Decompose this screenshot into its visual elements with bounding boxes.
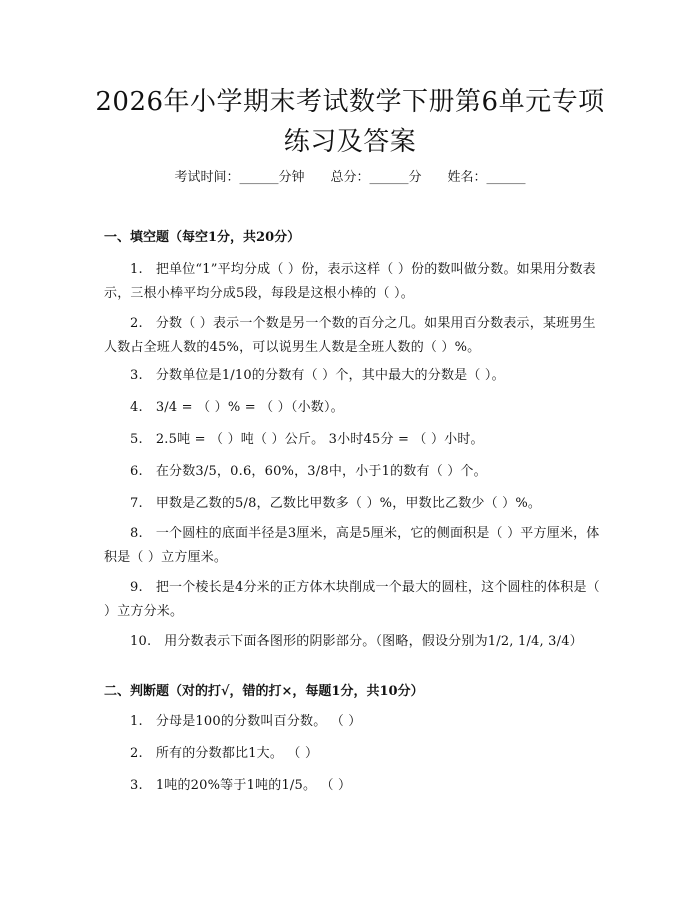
question-item [104, 630, 600, 654]
exam-time: 考试时间：______分钟 [174, 170, 305, 185]
question-item [104, 576, 600, 624]
question-number: 9. [130, 580, 143, 595]
question-text: 2.5吨 = （ ）吨（ ）公斤。 3小时45分 = （ ）小时。 [155, 432, 484, 447]
question-item [104, 428, 600, 452]
question-item [104, 258, 600, 306]
question-number: 5. [130, 432, 143, 447]
question-number: 2. [130, 746, 143, 761]
question-number: 4. [130, 400, 143, 415]
title-line-2: 练习及答案 [283, 127, 417, 157]
question-number: 3. [130, 778, 143, 793]
exam-total-score: 总分：______分 [330, 170, 422, 185]
question-item [104, 522, 600, 570]
question-item [104, 312, 600, 360]
question-number: 3. [130, 368, 143, 383]
question-item [104, 492, 600, 516]
question-text: 分数（ ）表示一个数是另一个数的百分之几。如果用百分数表示，某班男生人数占全班人数的45%，可以说男生人数是全班人数的（ ）%。 [104, 316, 596, 355]
question-text: 分母是100的分数叫百分数。 （ ） [155, 714, 362, 729]
question-number: 10. [130, 634, 152, 649]
question-number: 7. [130, 496, 143, 511]
question-text: 所有的分数都比1大。 （ ） [155, 746, 319, 761]
question-text: 用分数表示下面各图形的阴影部分。（图略，假设分别为1/2, 1/4, 3/4） [164, 634, 583, 649]
question-text: 分数单位是1/10的分数有（ ）个，其中最大的分数是（ ）。 [155, 368, 505, 383]
exam-name: 姓名：______ [447, 170, 526, 185]
question-item [104, 364, 600, 388]
question-text: 1吨的20%等于1吨的1/5。 （ ） [155, 778, 352, 793]
question-text: 一个圆柱的底面半径是3厘米，高是5厘米，它的侧面积是（ ）平方厘米，体积是（ ）立方厘米。 [104, 526, 600, 565]
question-item [104, 396, 600, 420]
question-item [104, 742, 600, 766]
question-item [104, 460, 600, 484]
title-line-1: 2026年小学期末考试数学下册第6单元专项 [95, 87, 605, 117]
question-number: 1. [130, 262, 143, 277]
question-text: 把一个棱长是4分米的正方体木块削成一个最大的圆柱，这个圆柱的体积是（ ）立方分米。 [104, 580, 600, 619]
question-item [104, 710, 600, 734]
question-text: 在分数3/5，0.6，60%，3/8中，小于1的数有（ ）个。 [155, 464, 487, 479]
question-item [104, 774, 600, 798]
question-text: 3/4 = （ ）% = （ ）（小数）。 [155, 400, 344, 415]
question-text: 甲数是乙数的5/8，乙数比甲数多（ ）%，甲数比乙数少（ ）%。 [155, 496, 542, 511]
question-number: 6. [130, 464, 143, 479]
question-number: 2. [130, 316, 143, 331]
question-number: 1. [130, 714, 143, 729]
section-heading-fill-blank: 一、填空题（每空1分，共20分） [104, 230, 301, 245]
section-heading-true-false: 二、判断题（对的打√，错的打×，每题1分，共10分） [104, 684, 424, 699]
question-text: 把单位“1”平均分成（ ）份，表示这样（ ）份的数叫做分数。如果用分数表示，三根小棒平均分成5段，每段是这根小棒的（ ）。 [104, 262, 596, 301]
exam-meta [0, 168, 700, 188]
question-number: 8. [130, 526, 143, 541]
document-title [60, 82, 640, 162]
